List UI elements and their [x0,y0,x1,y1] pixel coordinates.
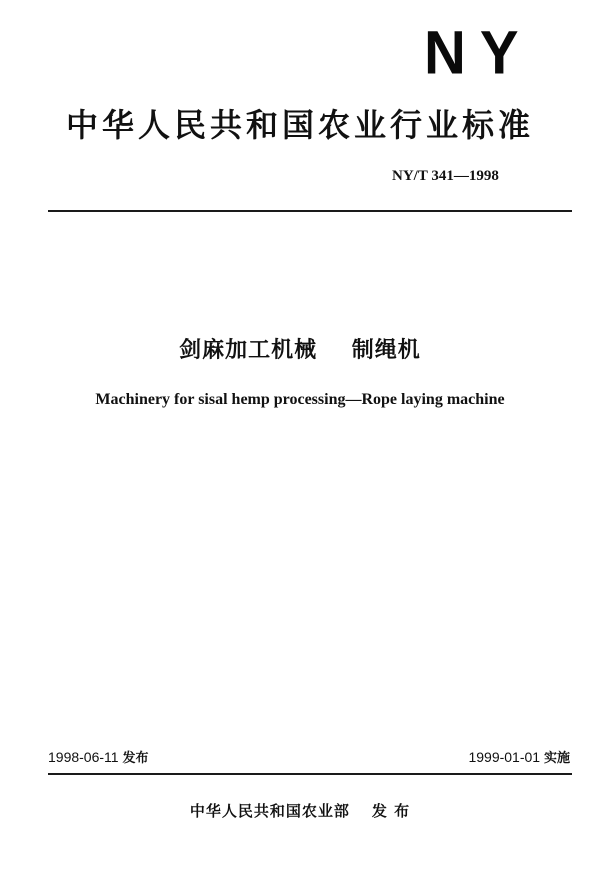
document-title-chinese: 剑麻加工机械 制绳机 [179,338,421,363]
publisher-line [0,800,600,822]
issue-label: 发布 [122,751,149,766]
implementation-date-block [352,747,570,769]
implementation-label: 实施 [543,751,570,766]
issue-date-block [48,747,268,769]
document-title-english: Machinery for sisal hemp processing—Rope laying machine [95,391,505,408]
standard-number: NY/T 341—1998 [392,168,499,184]
publisher-name: 中华人民共和国农业部 [189,802,350,820]
bottom-divider [48,773,572,775]
issue-date: 1998-06-11 [48,749,119,765]
top-divider [48,210,572,212]
standard-category-title: 中华人民共和国农业行业标准 [65,106,534,144]
publisher-action: 发 布 [371,802,411,820]
ny-logo: NY [424,18,533,88]
implementation-date: 1999-01-01 [468,749,541,765]
